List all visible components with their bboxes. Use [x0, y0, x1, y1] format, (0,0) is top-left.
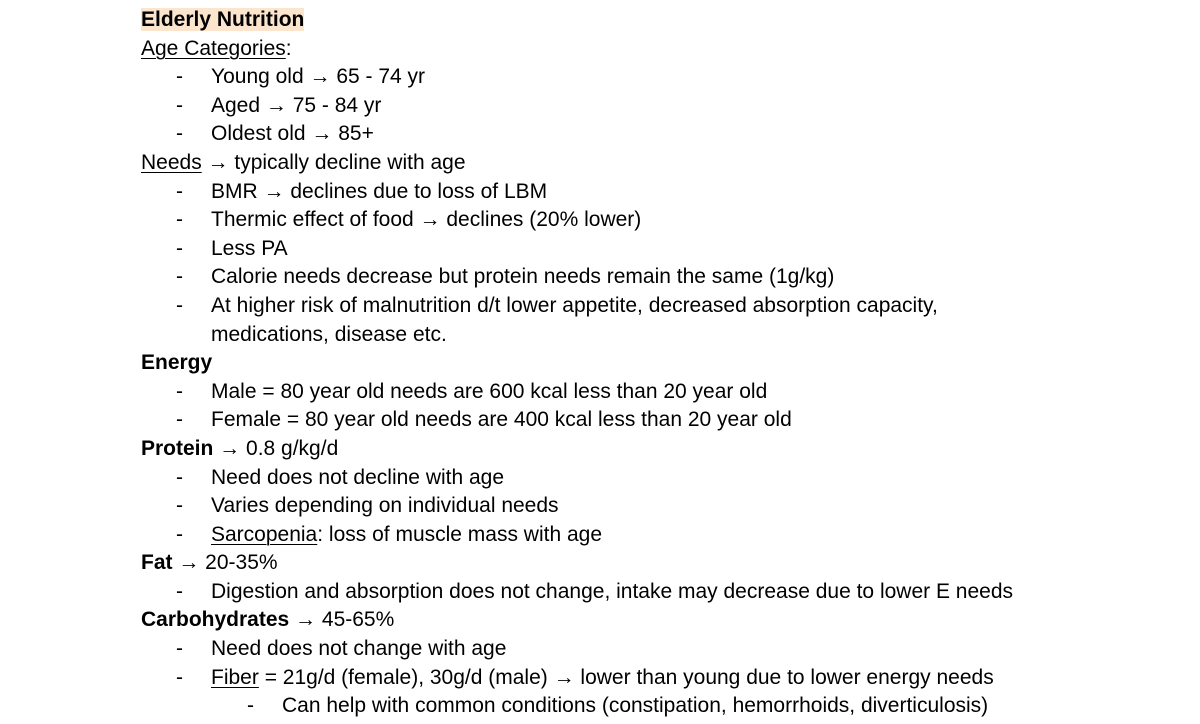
bullet-dash: -: [247, 694, 254, 718]
list-item: [141, 378, 1181, 407]
document-body: [141, 6, 1181, 721]
fat-heading: Fat: [141, 551, 173, 575]
fiber-term: Fiber: [211, 665, 259, 689]
age-heading-line: [141, 35, 1181, 64]
list-item-text: Oldest old → 85+: [211, 122, 374, 146]
needs-heading-rest: → typically decline with age: [201, 150, 466, 174]
protein-heading: Protein: [141, 436, 214, 460]
fat-heading-rest: → 20-35%: [172, 551, 278, 575]
list-item: [141, 178, 1181, 207]
bullet-dash: -: [176, 179, 183, 203]
list-item-text: Thermic effect of food → declines (20% lower): [211, 208, 642, 232]
list-item: [141, 635, 1181, 664]
age-heading-colon: :: [285, 36, 292, 60]
list-item-text: Digestion and absorption does not change, intake may decrease due to lower E needs: [211, 579, 1014, 603]
carbs-heading-rest: → 45-65%: [289, 608, 395, 632]
list-item: [141, 492, 1181, 521]
list-item-text: BMR → declines due to loss of LBM: [211, 179, 548, 203]
list-item: [141, 406, 1181, 435]
list-item-text: Need does not decline with age: [211, 465, 505, 489]
bullet-dash: -: [176, 637, 183, 661]
bullet-dash: -: [176, 665, 183, 689]
bullet-dash: -: [176, 93, 183, 117]
list-item: [141, 92, 1181, 121]
list-item-text: medications, disease etc.: [211, 322, 447, 346]
fat-heading-line: [141, 549, 1181, 578]
list-item-text: = 21g/d (female), 30g/d (male) → lower than young due to lower energy needs: [258, 665, 994, 689]
needs-heading: Needs: [141, 150, 202, 174]
list-item: [141, 664, 1181, 693]
sub-list-item: [141, 692, 1181, 721]
bullet-dash: -: [176, 293, 183, 317]
list-item-text: Need does not change with age: [211, 637, 507, 661]
bullet-dash: -: [176, 579, 183, 603]
needs-heading-line: [141, 149, 1181, 178]
list-item: [141, 235, 1181, 264]
list-item: [141, 263, 1181, 292]
bullet-dash: -: [176, 408, 183, 432]
bullet-dash: -: [176, 379, 183, 403]
list-item-text: Aged → 75 - 84 yr: [211, 93, 382, 117]
energy-heading: Energy: [141, 351, 213, 375]
protein-heading-line: [141, 435, 1181, 464]
list-item: [141, 120, 1181, 149]
list-item: [141, 521, 1181, 550]
list-item-continuation: [141, 321, 1181, 350]
bullet-dash: -: [176, 122, 183, 146]
list-item-text: Can help with common conditions (constipation, hemorrhoids, diverticulosis): [282, 694, 989, 718]
bullet-dash: -: [176, 465, 183, 489]
list-item-text: Less PA: [211, 236, 288, 260]
bullet-dash: -: [176, 208, 183, 232]
energy-heading-line: [141, 349, 1181, 378]
list-item: [141, 464, 1181, 493]
list-item-text: : loss of muscle mass with age: [317, 522, 603, 546]
list-item-text: Calorie needs decrease but protein needs remain the same (1g/kg): [211, 265, 835, 289]
list-item: [141, 206, 1181, 235]
protein-heading-rest: → 0.8 g/kg/d: [213, 436, 339, 460]
title-line: [141, 6, 1181, 35]
carbs-heading-line: [141, 606, 1181, 635]
page-title: Elderly Nutrition: [141, 8, 305, 31]
list-item-text: At higher risk of malnutrition d/t lower appetite, decreased absorption capacity,: [211, 293, 938, 317]
list-item-text: Young old → 65 - 74 yr: [211, 65, 426, 89]
list-item-text: Female = 80 year old needs are 400 kcal less than 20 year old: [211, 408, 792, 432]
bullet-dash: -: [176, 522, 183, 546]
sarcopenia-term: Sarcopenia: [211, 522, 318, 546]
bullet-dash: -: [176, 265, 183, 289]
list-item: [141, 292, 1181, 321]
list-item-text: Male = 80 year old needs are 600 kcal less than 20 year old: [211, 379, 768, 403]
bullet-dash: -: [176, 494, 183, 518]
list-item: [141, 63, 1181, 92]
list-item: [141, 578, 1181, 607]
bullet-dash: -: [176, 236, 183, 260]
bullet-dash: -: [176, 65, 183, 89]
age-heading: Age Categories: [141, 36, 286, 60]
list-item-text: Varies depending on individual needs: [211, 494, 559, 518]
carbs-heading: Carbohydrates: [141, 608, 290, 632]
